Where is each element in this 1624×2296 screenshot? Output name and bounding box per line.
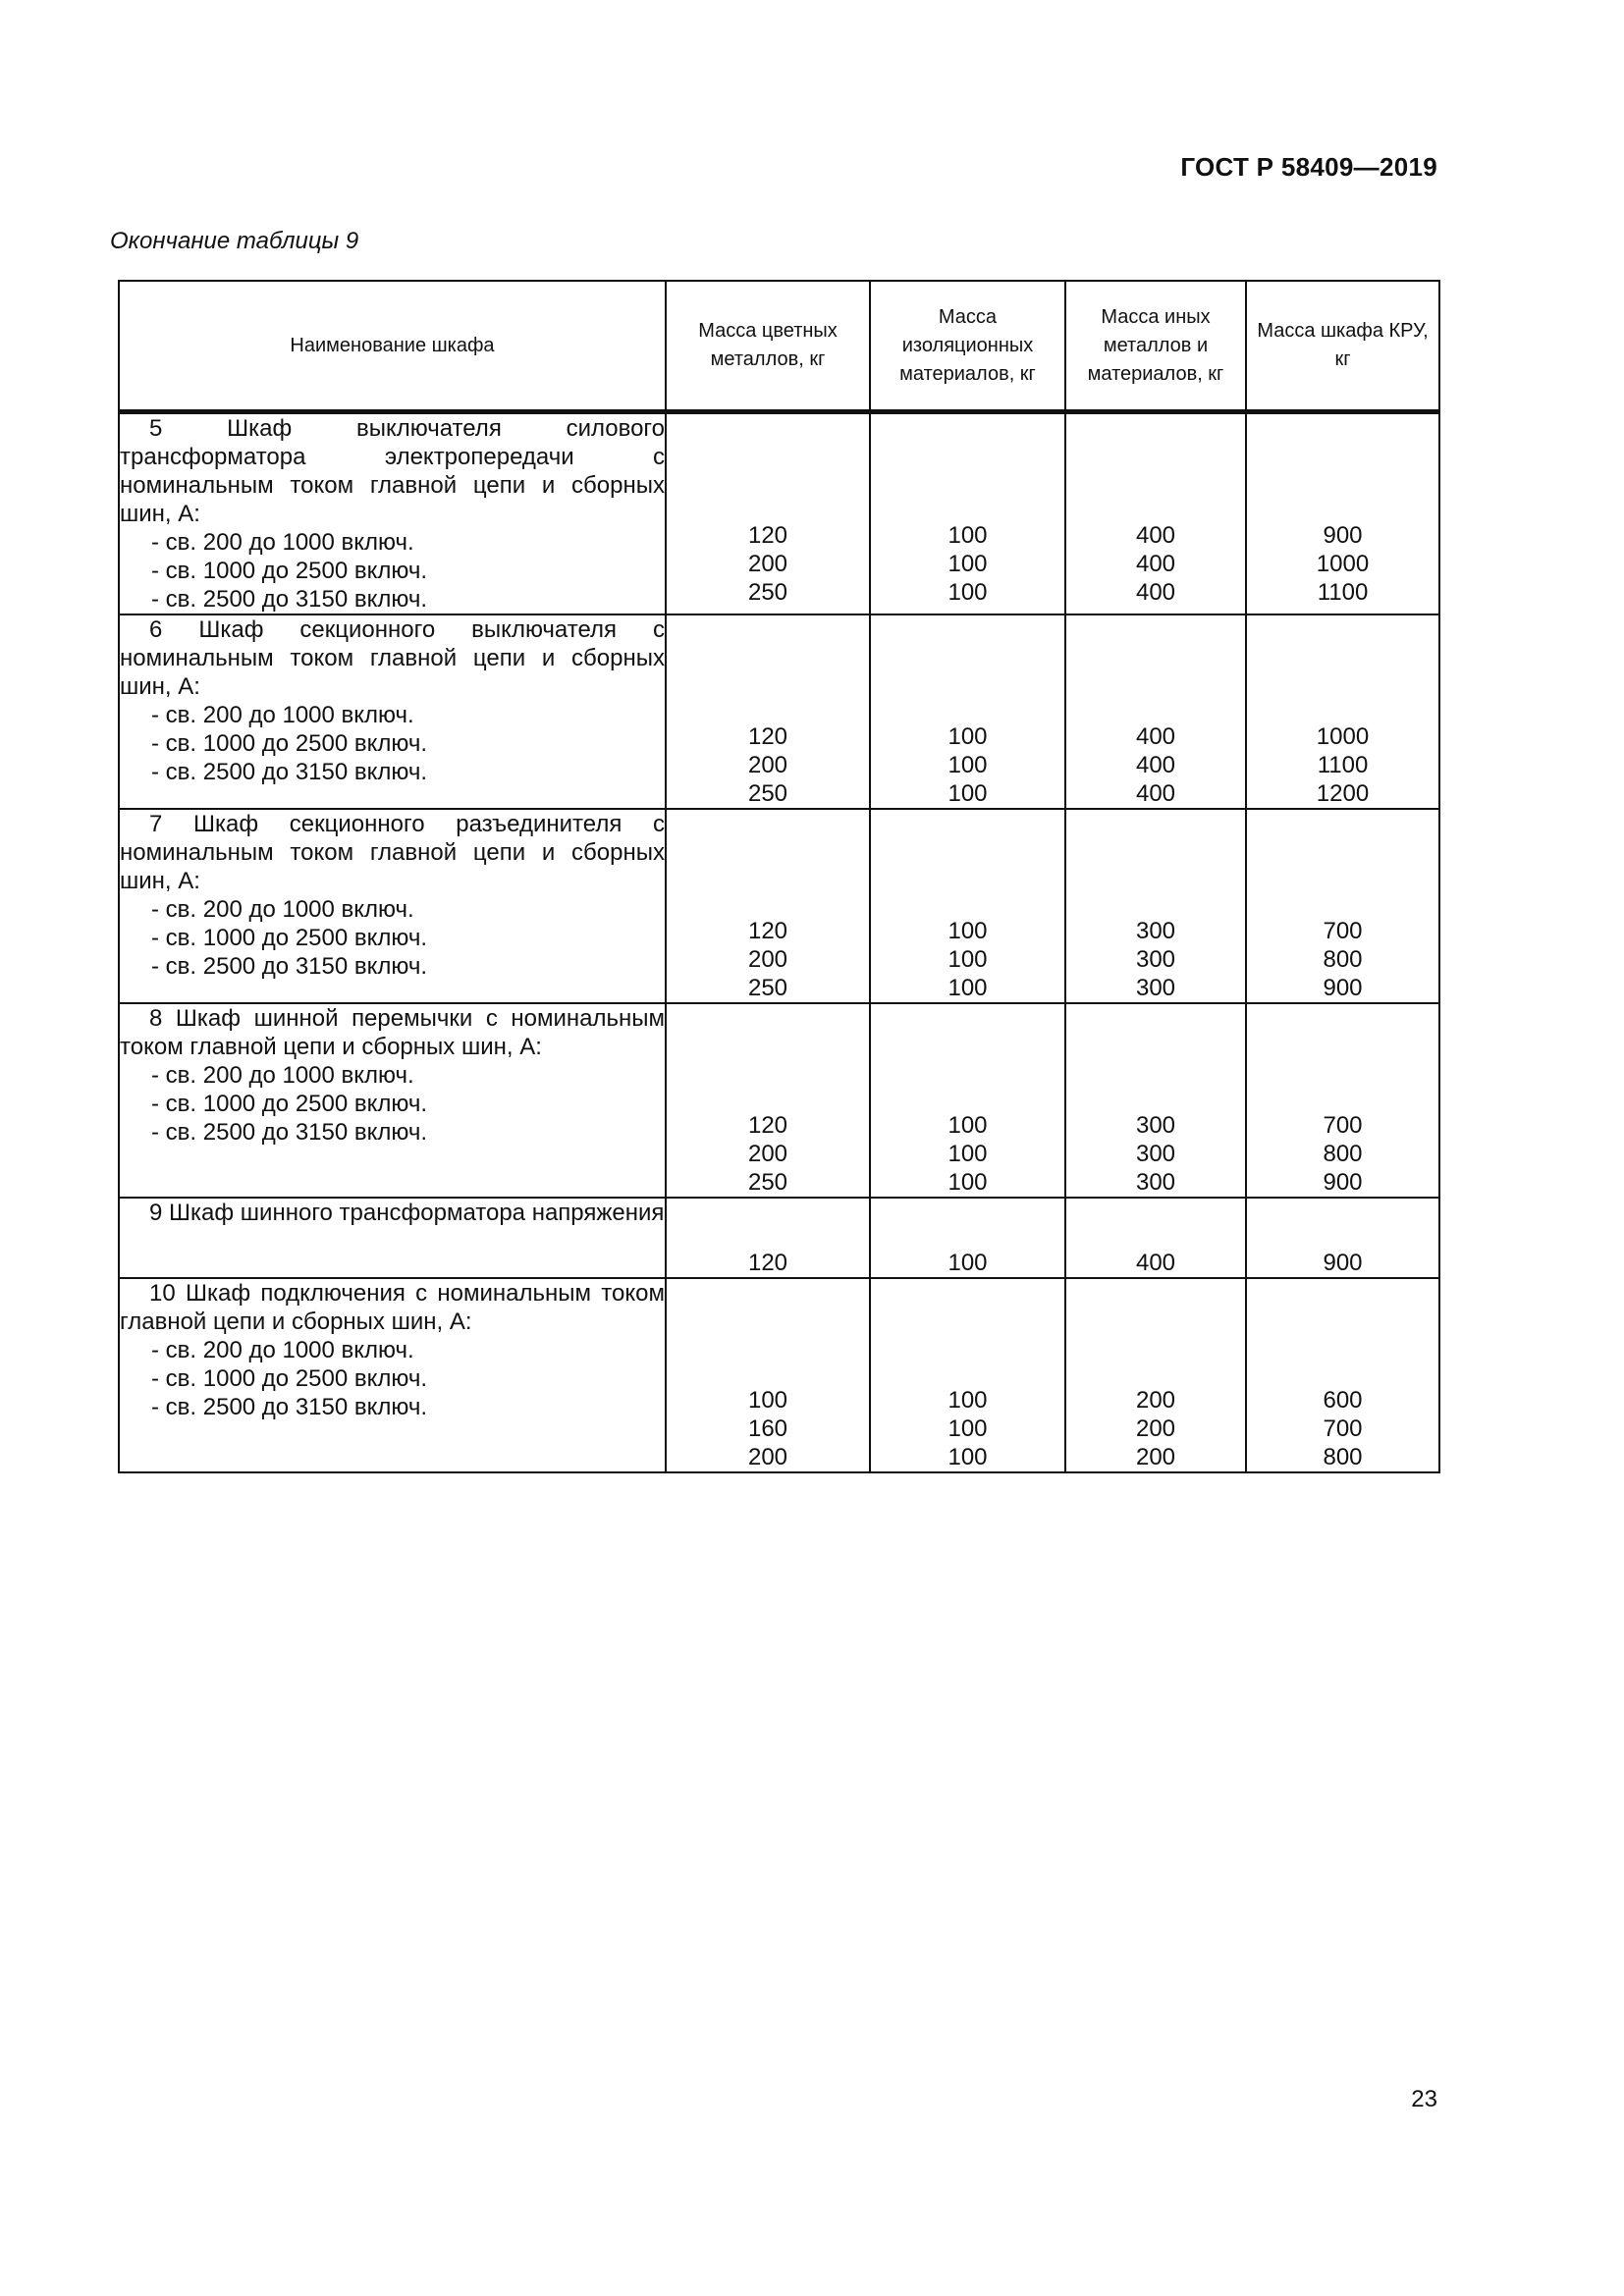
total-mass-cell: [1246, 1003, 1439, 1198]
mass-value: 100: [947, 522, 988, 549]
cabinet-title: [120, 1004, 665, 1061]
mass-value: 160: [747, 1415, 788, 1442]
mass-value: 120: [747, 918, 788, 944]
mass-value: 300: [1135, 1169, 1176, 1196]
mass-value: 100: [947, 1169, 988, 1196]
current-range-item: - св. 1000 до 2500 включ.: [151, 558, 428, 584]
total-mass-cell: [1246, 809, 1439, 1003]
mass-value: 1000: [1316, 723, 1370, 750]
table-row: [119, 1278, 1439, 1472]
current-range-item: - св. 2500 до 3150 включ.: [151, 759, 428, 785]
mass-value: 100: [947, 780, 988, 807]
mass-value: 1100: [1317, 579, 1369, 606]
current-range-item: - св. 1000 до 2500 включ.: [151, 1365, 428, 1392]
nonferrous-mass-cell: [666, 1278, 870, 1472]
cabinet-title-text: 9 Шкаф шинного трансформатора напряжения: [149, 1200, 665, 1226]
insulation-mass-cell: [870, 809, 1065, 1003]
mass-value: 400: [1135, 1250, 1176, 1276]
mass-value: 100: [947, 1387, 988, 1414]
current-range-item: - св. 2500 до 3150 включ.: [151, 1394, 428, 1420]
mass-value: 100: [947, 1112, 988, 1139]
header-cabinet-name: Наименование шкафа: [119, 281, 666, 412]
current-range-item: - св. 200 до 1000 включ.: [151, 1062, 414, 1089]
current-range-item: - св. 200 до 1000 включ.: [151, 1337, 414, 1363]
other-mass-cell: [1065, 1003, 1246, 1198]
mass-value: 200: [747, 1444, 788, 1470]
mass-value: 400: [1135, 780, 1176, 807]
total-mass-cell: [1246, 1278, 1439, 1472]
insulation-mass-cell: [870, 412, 1065, 615]
mass-value: 800: [1323, 1141, 1363, 1167]
mass-value: 400: [1135, 723, 1176, 750]
cabinet-name-cell: [119, 614, 666, 809]
mass-value: 700: [1323, 1112, 1363, 1139]
cabinet-title-text: 7 Шкаф секционного разъединителя с номинальным током главной цепи и сборных шин, А:: [120, 811, 665, 894]
mass-value: 900: [1323, 975, 1363, 1001]
cabinet-title-text: 5 Шкаф выключателя силового трансформатора электропередачи с номинальным током главной цепи и сборных шин, А:: [120, 415, 665, 527]
mass-value: 100: [947, 946, 988, 973]
mass-value: 120: [747, 522, 788, 549]
mass-value: 100: [947, 551, 988, 577]
mass-value: 200: [747, 946, 788, 973]
mass-value: 250: [747, 579, 788, 606]
mass-value: 250: [747, 1169, 788, 1196]
mass-value: 900: [1323, 522, 1363, 549]
total-mass-cell: [1246, 412, 1439, 615]
mass-value: 300: [1135, 1141, 1176, 1167]
mass-value: 600: [1323, 1387, 1363, 1414]
nonferrous-mass-cell: [666, 1003, 870, 1198]
other-mass-cell: [1065, 614, 1246, 809]
insulation-mass-cell: [870, 614, 1065, 809]
mass-value: 300: [1135, 918, 1176, 944]
mass-value: 200: [747, 752, 788, 778]
mass-value: 1000: [1316, 551, 1370, 577]
mass-value: 200: [747, 1141, 788, 1167]
cabinet-title: [120, 414, 665, 528]
mass-value: 100: [947, 1141, 988, 1167]
cabinet-name-cell: [119, 1278, 666, 1472]
current-range-item: - св. 2500 до 3150 включ.: [151, 586, 428, 613]
mass-value: 300: [1135, 946, 1176, 973]
current-range-item: - св. 1000 до 2500 включ.: [151, 1091, 428, 1117]
mass-value: 900: [1323, 1169, 1363, 1196]
header-insulation-mass: Масса изоляционных материалов, кг: [870, 281, 1065, 412]
mass-value: 250: [747, 780, 788, 807]
mass-value: 100: [947, 723, 988, 750]
mass-value: 100: [947, 975, 988, 1001]
cabinet-title: [120, 810, 665, 895]
cabinet-name-cell: [119, 1003, 666, 1198]
mass-value: 120: [747, 1250, 788, 1276]
cabinet-title-text: 6 Шкаф секционного выключателя с номинальным током главной цепи и сборных шин, А:: [120, 616, 665, 700]
cabinet-title-text: 10 Шкаф подключения с номинальным током главной цепи и сборных шин, А:: [120, 1280, 665, 1335]
mass-value: 400: [1135, 579, 1176, 606]
header-nonferrous-mass: Масса цветных металлов, кг: [666, 281, 870, 412]
table-row: [119, 1003, 1439, 1198]
nonferrous-mass-cell: [666, 412, 870, 615]
table-row: [119, 412, 1439, 615]
mass-value: 800: [1323, 1444, 1363, 1470]
cabinet-name-cell: [119, 809, 666, 1003]
mass-value: 700: [1323, 1415, 1363, 1442]
mass-value: 100: [947, 752, 988, 778]
current-range-item: - св. 200 до 1000 включ.: [151, 702, 414, 728]
header-other-mass: Масса иных металлов и материалов, кг: [1065, 281, 1246, 412]
other-mass-cell: [1065, 1198, 1246, 1278]
other-mass-cell: [1065, 809, 1246, 1003]
mass-value: 100: [947, 1250, 988, 1276]
mass-value: 300: [1135, 1112, 1176, 1139]
insulation-mass-cell: [870, 1003, 1065, 1198]
other-mass-cell: [1065, 1278, 1246, 1472]
mass-value: 100: [747, 1387, 788, 1414]
cabinet-name-cell: [119, 1198, 666, 1278]
table-caption: Окончание таблицы 9: [110, 228, 359, 254]
mass-value: 200: [1135, 1444, 1176, 1470]
mass-table: [118, 280, 1440, 1473]
current-range-item: - св. 1000 до 2500 включ.: [151, 730, 428, 757]
cabinet-name-cell: [119, 412, 666, 615]
mass-value: 400: [1135, 522, 1176, 549]
nonferrous-mass-cell: [666, 614, 870, 809]
mass-value: 300: [1135, 975, 1176, 1001]
nonferrous-mass-cell: [666, 809, 870, 1003]
mass-value: 100: [947, 918, 988, 944]
total-mass-cell: [1246, 614, 1439, 809]
mass-value: 100: [947, 579, 988, 606]
mass-value: 800: [1323, 946, 1363, 973]
table-row: [119, 809, 1439, 1003]
header-total-mass: Масса шкафа КРУ, кг: [1246, 281, 1439, 412]
total-mass-cell: [1246, 1198, 1439, 1278]
nonferrous-mass-cell: [666, 1198, 870, 1278]
cabinet-title: [120, 1199, 665, 1227]
current-range-item: - св. 200 до 1000 включ.: [151, 896, 414, 923]
insulation-mass-cell: [870, 1278, 1065, 1472]
mass-value: 200: [747, 551, 788, 577]
document-code: ГОСТ Р 58409—2019: [1180, 152, 1437, 182]
mass-value: 400: [1135, 551, 1176, 577]
page-number: 23: [1411, 2086, 1437, 2112]
mass-value: 250: [747, 975, 788, 1001]
cabinet-title: [120, 615, 665, 701]
current-range-item: - св. 200 до 1000 включ.: [151, 529, 414, 556]
other-mass-cell: [1065, 412, 1246, 615]
mass-value: 120: [747, 723, 788, 750]
mass-value: 100: [947, 1444, 988, 1470]
mass-value: 200: [1135, 1387, 1176, 1414]
current-range-item: - св. 1000 до 2500 включ.: [151, 925, 428, 951]
mass-value: 1200: [1316, 780, 1370, 807]
table-row: [119, 614, 1439, 809]
mass-value: 900: [1323, 1250, 1363, 1276]
mass-value: 400: [1135, 752, 1176, 778]
cabinet-title: [120, 1279, 665, 1336]
mass-value: 100: [947, 1415, 988, 1442]
current-range-item: - св. 2500 до 3150 включ.: [151, 1119, 428, 1146]
mass-value: 1100: [1317, 752, 1369, 778]
current-range-item: - св. 2500 до 3150 включ.: [151, 953, 428, 980]
cabinet-title-text: 8 Шкаф шинной перемычки с номинальным током главной цепи и сборных шин, А:: [120, 1005, 665, 1060]
table-row: [119, 1198, 1439, 1278]
mass-value: 200: [1135, 1415, 1176, 1442]
mass-value: 120: [747, 1112, 788, 1139]
mass-value: 700: [1323, 918, 1363, 944]
insulation-mass-cell: [870, 1198, 1065, 1278]
table-header-row: [119, 281, 1439, 412]
